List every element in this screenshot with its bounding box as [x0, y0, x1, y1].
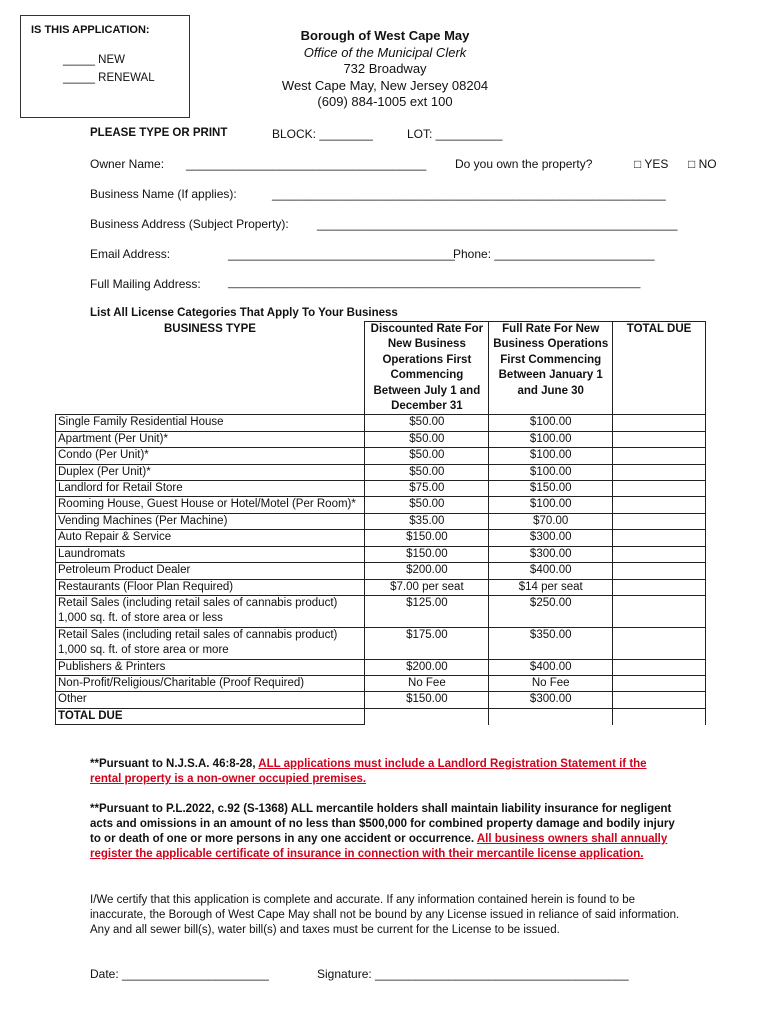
total-due-cell[interactable]: [613, 415, 706, 431]
total-due-cell[interactable]: [613, 448, 706, 464]
certification-statement: I/We certify that this application is complete and accurate. If any information contained herein is found to be inaccurate, the Borough of West Cape May shall not be bound by any License issued in reliance of said information. Any and all sewer bill(s), water bill(s) and taxes must be current for the License to be issued.: [90, 894, 680, 936]
total-due-row: [56, 708, 706, 724]
email-field[interactable]: __________________________________: [228, 247, 455, 261]
discounted-rate-cell: $200.00: [365, 659, 489, 675]
discounted-rate-cell: $125.00: [365, 595, 489, 627]
full-rate-cell: $100.00: [489, 464, 613, 480]
total-due-cell[interactable]: [613, 431, 706, 447]
empty-cell: [365, 708, 489, 724]
letterhead: [260, 28, 510, 111]
business-type-cell: Condo (Per Unit)*: [56, 448, 365, 464]
business-type-cell: Vending Machines (Per Machine): [56, 513, 365, 529]
full-rate-cell: $14 per seat: [489, 579, 613, 595]
full-rate-cell: $150.00: [489, 481, 613, 497]
full-rate-cell: $100.00: [489, 431, 613, 447]
full-rate-cell: $350.00: [489, 627, 613, 659]
business-type-cell: Duplex (Per Unit)*: [56, 464, 365, 480]
table-row: [56, 579, 706, 595]
full-rate-cell: $100.00: [489, 448, 613, 464]
city-address: West Cape May, New Jersey 08204: [281, 77, 489, 93]
business-address-field[interactable]: ______________________________________________________: [317, 217, 678, 231]
table-row: [56, 448, 706, 464]
business-address-label: Business Address (Subject Property):: [90, 217, 289, 231]
business-type-cell: Retail Sales (including retail sales of cannabis product) 1,000 sq. ft. of store area or less: [56, 595, 365, 627]
full-rate-cell: $100.00: [489, 415, 613, 431]
lot-field[interactable]: LOT: __________: [407, 127, 503, 141]
discounted-rate-cell: $50.00: [365, 464, 489, 480]
discounted-rate-cell: $150.00: [365, 692, 489, 708]
full-rate-cell: $300.00: [489, 546, 613, 562]
table-row: [56, 546, 706, 562]
table-row: [56, 563, 706, 579]
table-row: [56, 675, 706, 691]
header-total-due: TOTAL DUE: [613, 322, 706, 415]
table-header-row: [56, 322, 706, 415]
business-type-cell: Publishers & Printers: [56, 659, 365, 675]
table-row: [56, 627, 706, 659]
total-due-cell[interactable]: [613, 530, 706, 546]
discounted-rate-cell: $75.00: [365, 481, 489, 497]
table-row: [56, 481, 706, 497]
insurance-note-emphasis: All business owners shall annually register the applicable certificate of insurance in connection with their mercantile license application.: [90, 833, 668, 860]
discounted-rate-cell: $150.00: [365, 530, 489, 546]
grand-total-cell[interactable]: [613, 708, 706, 724]
full-rate-cell: $100.00: [489, 497, 613, 513]
total-due-cell[interactable]: [613, 579, 706, 595]
business-type-cell: Other: [56, 692, 365, 708]
street-address: 732 Broadway: [343, 61, 427, 76]
own-property-yes[interactable]: □ YES: [634, 157, 669, 171]
total-due-cell[interactable]: [613, 659, 706, 675]
landlord-note-emphasis: ALL applications must include a Landlord Registration Statement if the rental property is a non-owner occupied premises.: [90, 758, 647, 785]
owner-name-field[interactable]: ____________________________________: [186, 157, 427, 171]
full-rate-cell: $300.00: [489, 530, 613, 546]
total-due-label: TOTAL DUE: [56, 708, 365, 724]
discounted-rate-cell: $50.00: [365, 415, 489, 431]
discounted-rate-cell: No Fee: [365, 675, 489, 691]
table-caption: List All License Categories That Apply To Your Business: [90, 307, 398, 319]
discounted-rate-cell: $50.00: [365, 431, 489, 447]
landlord-note-prefix: **Pursuant to N.J.S.A. 46:8-28,: [90, 758, 259, 770]
table-row: [56, 530, 706, 546]
table-row: [56, 464, 706, 480]
owner-name-label: Owner Name:: [90, 157, 165, 171]
business-type-cell: Petroleum Product Dealer: [56, 563, 365, 579]
mailing-address-field[interactable]: ______________________________________________________________________: [228, 277, 641, 289]
business-type-cell: Auto Repair & Service: [56, 530, 365, 546]
option-renewal[interactable]: _____ RENEWAL: [63, 72, 155, 84]
total-due-cell[interactable]: [613, 546, 706, 562]
own-property-label: Do you own the property?: [455, 157, 593, 171]
application-type-box: [20, 15, 190, 118]
total-due-cell[interactable]: [613, 675, 706, 691]
total-due-cell[interactable]: [613, 497, 706, 513]
business-type-cell: Laundromats: [56, 546, 365, 562]
business-type-cell: Landlord for Retail Store: [56, 481, 365, 497]
business-type-cell: Single Family Residential House: [56, 415, 365, 431]
insurance-note: [90, 802, 680, 862]
table-row: [56, 497, 706, 513]
license-category-table: [55, 321, 706, 725]
date-field[interactable]: Date: ______________________: [90, 967, 269, 981]
email-label: Email Address:: [90, 247, 171, 261]
table-row: [56, 513, 706, 529]
office-phone: (609) 884-1005 ext 100: [317, 94, 453, 109]
business-type-cell: Restaurants (Floor Plan Required): [56, 579, 365, 595]
full-rate-cell: $400.00: [489, 659, 613, 675]
business-type-cell: Apartment (Per Unit)*: [56, 431, 365, 447]
total-due-cell[interactable]: [613, 627, 706, 659]
block-field[interactable]: BLOCK: ________: [272, 127, 373, 141]
own-property-no[interactable]: □ NO: [688, 157, 717, 171]
phone-field[interactable]: Phone: ________________________: [453, 247, 655, 261]
table-row: [56, 431, 706, 447]
table-row: [56, 595, 706, 627]
discounted-rate-cell: $50.00: [365, 497, 489, 513]
full-rate-cell: $300.00: [489, 692, 613, 708]
office-name: Office of the Municipal Clerk: [303, 44, 467, 60]
business-type-cell: Non-Profit/Religious/Charitable (Proof Required): [56, 675, 365, 691]
full-rate-cell: No Fee: [489, 675, 613, 691]
signature-field[interactable]: Signature: ______________________________________: [317, 967, 629, 981]
discounted-rate-cell: $150.00: [365, 546, 489, 562]
table-row: [56, 659, 706, 675]
discounted-rate-cell: $200.00: [365, 563, 489, 579]
full-rate-cell: $70.00: [489, 513, 613, 529]
total-due-cell[interactable]: [613, 595, 706, 627]
total-due-cell[interactable]: [613, 692, 706, 708]
total-due-cell[interactable]: [613, 563, 706, 579]
landlord-note: [90, 757, 680, 787]
application-type-title: IS THIS APPLICATION:: [31, 24, 150, 36]
table-row: [56, 692, 706, 708]
business-type-cell: Rooming House, Guest House or Hotel/Motel (Per Room)*: [56, 497, 365, 513]
option-new[interactable]: _____ NEW: [63, 54, 126, 66]
full-rate-cell: $250.00: [489, 595, 613, 627]
total-due-cell[interactable]: [613, 513, 706, 529]
discounted-rate-cell: $50.00: [365, 448, 489, 464]
please-type-label: PLEASE TYPE OR PRINT: [90, 127, 228, 139]
discounted-rate-cell: $35.00: [365, 513, 489, 529]
insurance-note-prefix: **Pursuant to P.L.2022, c.92 (S-1368) ALL mercantile holders shall maintain liability insurance for negligent acts and omissions in an amount of no less than $500,000 for combined property damage and bodily injury to or death of one or more persons in any one accident or occurrence.: [90, 803, 675, 845]
business-type-cell: Retail Sales (including retail sales of cannabis product) 1,000 sq. ft. of store area or more: [56, 627, 365, 659]
business-name-label: Business Name (If applies):: [90, 187, 237, 201]
header-discounted-rate: Discounted Rate For New Business Operations First Commencing Between July 1 and December 31: [365, 322, 489, 415]
header-business-type: BUSINESS TYPE: [56, 322, 365, 415]
org-name: Borough of West Cape May: [300, 28, 470, 43]
full-rate-cell: $400.00: [489, 563, 613, 579]
discounted-rate-cell: $7.00 per seat: [365, 579, 489, 595]
discounted-rate-cell: $175.00: [365, 627, 489, 659]
business-name-field[interactable]: ___________________________________________________________: [272, 187, 666, 201]
total-due-cell[interactable]: [613, 481, 706, 497]
empty-cell: [489, 708, 613, 724]
table-row: [56, 415, 706, 431]
mailing-address-label: Full Mailing Address:: [90, 277, 201, 291]
header-full-rate: Full Rate For New Business Operations First Commencing Between January 1 and June 30: [489, 322, 613, 415]
total-due-cell[interactable]: [613, 464, 706, 480]
